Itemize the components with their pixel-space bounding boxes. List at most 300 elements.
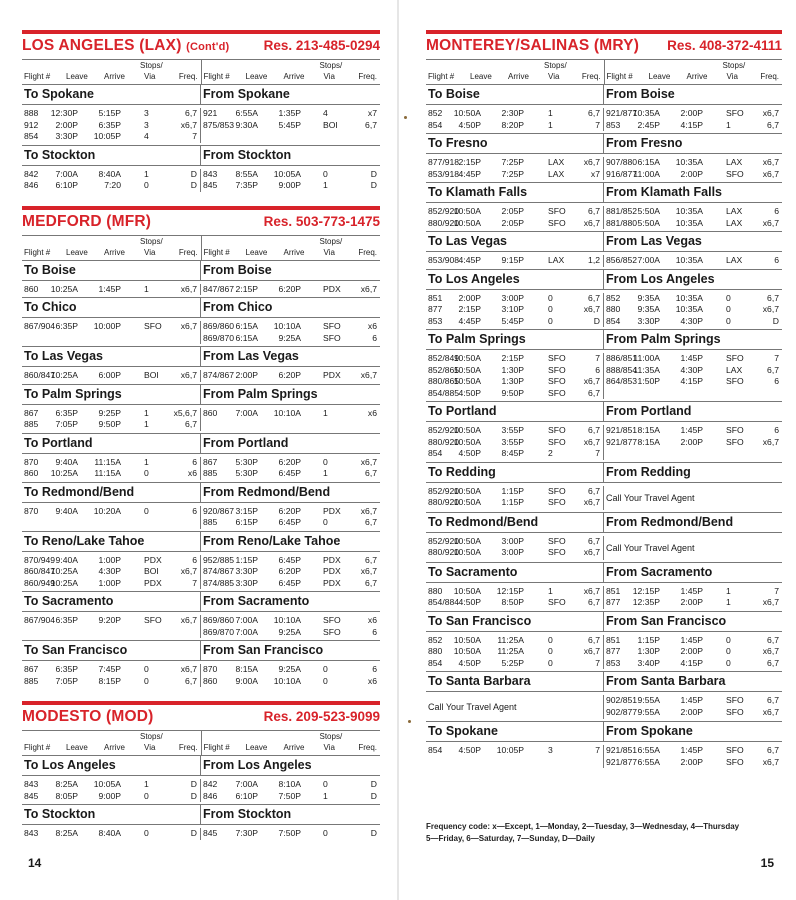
flight-number: 842 [203, 779, 218, 789]
arrive-time: 10:10A [273, 615, 301, 625]
flight-row [426, 365, 603, 377]
route-group [22, 804, 380, 842]
stops-via: SFO [548, 217, 566, 228]
arrive-time: 4:15P [680, 119, 703, 130]
stops-header: Stops/ [319, 732, 343, 741]
frequency: D [190, 828, 197, 838]
stops-via: 1 [323, 407, 328, 418]
flight-number: 853 [606, 119, 621, 130]
leave-header: Leave [66, 743, 88, 752]
flight-number: 854/885 [428, 387, 460, 398]
stops-via: SFO [548, 497, 566, 507]
leave-time: 10:50A [453, 646, 481, 656]
from-flights [604, 586, 782, 609]
stops-via: 1 [323, 790, 328, 801]
from-origin: From Los Angeles [203, 758, 312, 772]
flight-number: 885 [203, 517, 218, 527]
frequency: D [370, 828, 377, 838]
arrive-header: Arrive [283, 743, 305, 752]
stops-via: SFO [726, 745, 744, 755]
route-group [426, 562, 782, 611]
section-header [22, 37, 380, 59]
stops-via: 0 [726, 657, 731, 668]
to-destination: To Spokane [426, 722, 604, 741]
to-destination: To San Francisco [426, 612, 604, 631]
flight-row [604, 425, 782, 437]
arrive-time: 10:05A [273, 168, 301, 179]
from-origin: From Boise [203, 262, 272, 277]
route-group [426, 721, 782, 770]
frequency: 6,7 [588, 108, 600, 118]
flight-row [22, 828, 200, 840]
frequency: x6,7 [762, 108, 779, 118]
arrive-time: 1:35P [278, 108, 301, 118]
frequency: x6,7 [762, 168, 779, 179]
flight-number: 888/854 [606, 364, 638, 375]
leave-time: 3:30P [235, 566, 258, 576]
stops-via: SFO [726, 168, 744, 179]
flight-row [201, 517, 380, 529]
leave-time: 8:15A [637, 436, 660, 447]
to-flights [22, 555, 201, 590]
frequency: x6,7 [583, 157, 600, 167]
arrive-time: 3:10P [501, 304, 524, 314]
from-flights [604, 157, 782, 180]
arrive-time: 3:00P [501, 547, 524, 557]
flight-number: 860 [203, 675, 218, 686]
to-flights [426, 293, 604, 328]
flight-number: 843 [24, 779, 39, 789]
leave-time: 10:50A [453, 364, 481, 375]
column-header-cell [202, 731, 381, 755]
arrive-time: 3:00P [501, 535, 524, 546]
flight-row [426, 745, 603, 757]
from-flights [604, 425, 782, 460]
flight-number: 875/853 [203, 119, 235, 130]
arrive-time: 8:40A [98, 828, 121, 838]
leave-time: 6:35P [55, 664, 78, 674]
via-header: Via [323, 247, 335, 257]
from-flights [201, 108, 380, 143]
to-flights [22, 828, 201, 840]
frequency: 7 [595, 657, 600, 668]
flight-row [604, 376, 782, 388]
arrive-time: 1:45P [680, 695, 703, 705]
frequency: 6,7 [365, 554, 377, 565]
flight-number: 867/904 [24, 615, 56, 625]
stops-via: 1 [144, 168, 149, 179]
frequency: 6,7 [365, 517, 377, 527]
stops-via: SFO [726, 695, 744, 705]
leave-time: 8:15A [637, 425, 660, 435]
arrive-time: 2:00P [680, 756, 703, 767]
leave-time: 9:40A [55, 505, 78, 516]
arrive-time: 11:15A [94, 456, 121, 467]
to-flights [22, 408, 201, 431]
frequency: x5,6,7 [173, 407, 197, 418]
flight-row [426, 597, 603, 609]
route-group [426, 182, 782, 231]
section-header [426, 37, 782, 59]
stops-via: SFO [548, 535, 566, 546]
flight-number: 921/877 [606, 108, 638, 118]
arrive-time: 6:45P [278, 468, 301, 478]
from-flights [604, 108, 782, 131]
from-origin: From San Francisco [203, 643, 324, 657]
stops-via: SFO [548, 597, 566, 607]
flight-row [201, 169, 380, 181]
arrive-time: 5:15P [98, 108, 121, 118]
from-origin: From Las Vegas [203, 349, 299, 363]
flight-row [22, 321, 200, 333]
flight-number: 854 [24, 131, 39, 141]
flight-number: 852 [428, 108, 443, 118]
frequency: D [370, 180, 377, 190]
frequency: x6,7 [180, 370, 197, 380]
leave-time: 8:55A [235, 168, 258, 179]
leave-time: 10:50A [453, 634, 481, 645]
flight-number: 842 [24, 168, 39, 179]
flight-number: 921 [203, 108, 218, 118]
stops-via: SFO [726, 436, 744, 447]
leave-time: 10:25A [50, 370, 78, 380]
leave-time: 6:15P [235, 517, 258, 527]
flight-header: Flight # [203, 247, 230, 257]
to-destination: To Redmond/Bend [426, 513, 604, 532]
flight-row [426, 316, 603, 328]
route-body [22, 105, 380, 145]
section-title [22, 37, 229, 55]
stops-via: 1 [144, 283, 149, 294]
flight-row [201, 615, 380, 627]
stops-via: 4 [144, 131, 149, 141]
leave-time: 5:30P [235, 456, 258, 467]
flight-row [426, 437, 603, 449]
to-flights [426, 635, 604, 670]
from-flights [604, 293, 782, 328]
leave-time: 10:25A [50, 283, 78, 294]
frequency: D [190, 790, 197, 801]
route-title-row [426, 463, 782, 483]
leave-time: 1:50P [637, 376, 660, 386]
leave-time: 6:35P [55, 321, 78, 331]
frequency: x6,7 [762, 646, 779, 656]
leave-time: 9:40A [55, 456, 78, 467]
route-group [426, 133, 782, 182]
stops-header: Stops/ [544, 61, 567, 70]
flight-row [201, 108, 380, 120]
stops-via: LAX [726, 255, 743, 265]
to-flights [22, 457, 201, 480]
leave-time: 2:00P [55, 119, 78, 130]
arrive-time: 7:45P [98, 664, 121, 674]
flight-header: Flight # [428, 72, 455, 81]
arrive-time: 3:55P [501, 425, 524, 435]
route-title-row [426, 270, 782, 290]
from-flights [201, 664, 380, 687]
arrive-time: 10:10A [273, 675, 301, 686]
from-flights [201, 779, 380, 802]
arrive-time: 2:00P [680, 646, 703, 656]
flight-number: 867 [203, 456, 218, 467]
stops-via: 0 [548, 634, 553, 645]
stops-via: 1 [323, 468, 328, 478]
to-destination: To Klamath Falls [426, 183, 604, 202]
flight-number: 860 [24, 468, 39, 478]
flight-row [426, 425, 603, 437]
route-title-row [22, 532, 380, 552]
arrive-header: Arrive [508, 72, 529, 81]
leave-time: 9:40A [55, 554, 78, 565]
column-header-row [22, 730, 380, 755]
from-origin: From Stockton [203, 807, 292, 821]
route-title-row [22, 434, 380, 454]
flight-number: 877 [606, 597, 621, 607]
from-flights [604, 695, 782, 719]
to-destination: To Los Angeles [22, 756, 201, 775]
route-body [426, 533, 782, 562]
arrive-time: 2:00P [680, 168, 703, 179]
reservations-phone: Res. 209-523-9099 [263, 709, 380, 724]
column-header-cell [22, 60, 201, 84]
leave-time: 1:15P [235, 554, 258, 565]
stops-via: SFO [726, 353, 744, 363]
frequency: 1,2 [588, 255, 600, 265]
route-body [426, 632, 782, 672]
frequency: 7 [192, 577, 197, 588]
leave-header: Leave [648, 72, 671, 81]
route-group [22, 433, 380, 482]
from-origin: From Chico [203, 300, 273, 314]
flight-number: 854 [428, 119, 443, 130]
route-body [426, 105, 782, 133]
flight-number: 885 [203, 468, 218, 478]
route-title-row [426, 330, 782, 350]
leave-time: 4:50P [458, 448, 481, 458]
stops-via: 1 [144, 779, 149, 789]
stops-via: 0 [144, 664, 149, 674]
arrive-time: 7:25P [501, 168, 524, 179]
leave-header: Leave [245, 72, 268, 81]
leave-time: 10:25A [50, 566, 78, 576]
route-title-row [22, 641, 380, 661]
flight-header: Flight # [203, 743, 230, 752]
frequency: 6,7 [767, 634, 779, 645]
flight-row [426, 157, 603, 169]
to-destination: To Stockton [22, 146, 201, 165]
arrive-time: 7:50P [278, 828, 301, 838]
leave-time: 8:15A [235, 664, 258, 674]
flight-row [22, 108, 200, 120]
flight-row [604, 353, 782, 365]
to-flights [426, 157, 604, 180]
flight-number: 852 [606, 292, 621, 303]
flight-number: 851 [606, 634, 621, 645]
frequency: 6 [774, 425, 779, 435]
call-travel-agent: Call Your Travel Agent [428, 702, 517, 712]
stops-via: 1 [726, 597, 731, 607]
arrive-time: 1:30P [501, 376, 524, 386]
flight-number: 845 [203, 828, 218, 838]
flight-header: Flight # [203, 72, 230, 81]
stops-via: 1 [548, 585, 553, 596]
leave-time: 10:50A [453, 376, 481, 386]
stops-via: SFO [144, 321, 162, 331]
flight-row [22, 615, 200, 627]
arrive-time: 10:35A [675, 255, 703, 265]
arrive-time: 1:15P [501, 497, 524, 507]
leave-time: 4:50P [458, 657, 481, 668]
arrive-time: 6:20P [278, 456, 301, 467]
stops-header: Stops/ [140, 732, 163, 741]
route-title-row [22, 146, 380, 166]
freq-header: Freq. [358, 72, 377, 81]
city-name: MODESTO (MOD) [22, 708, 154, 725]
to-destination: To Boise [426, 85, 604, 104]
leave-time: 6:55A [235, 108, 258, 118]
flight-header: Flight # [24, 72, 51, 81]
stops-via: 0 [323, 675, 328, 686]
flight-number: 902/851 [606, 695, 638, 705]
stops-via: 0 [144, 828, 149, 838]
frequency: x6,7 [583, 436, 600, 447]
arrive-time: 5:45P [501, 315, 524, 326]
flight-row [426, 120, 603, 132]
section-title [426, 37, 639, 55]
stops-via: 1 [144, 456, 149, 467]
leave-time: 7:35P [235, 180, 258, 190]
stops-via: PDX [323, 370, 341, 380]
to-destination: To Portland [426, 402, 604, 421]
flight-number: 952/885 [203, 554, 235, 565]
frequency: D [190, 779, 197, 789]
frequency: 6,7 [767, 292, 779, 303]
column-header-row [22, 235, 380, 260]
flight-row [426, 635, 603, 647]
to-destination: To Fresno [426, 134, 604, 153]
flight-number: 880/920 [428, 547, 460, 557]
stops-via: SFO [548, 485, 566, 496]
flight-number: 877 [606, 646, 621, 656]
route-title-row [426, 722, 782, 742]
column-header-cell [202, 60, 381, 84]
arrive-time: 2:00P [680, 436, 703, 447]
leave-time: 6:10P [235, 790, 258, 801]
frequency: 6,7 [365, 119, 377, 130]
to-flights [22, 664, 201, 687]
stops-via: 0 [323, 779, 328, 789]
flight-row [604, 586, 782, 598]
arrive-time: 2:00P [680, 108, 703, 118]
frequency: x6,7 [762, 217, 779, 228]
flight-number: 880/920 [428, 436, 460, 447]
call-travel-agent: Call Your Travel Agent [606, 542, 695, 553]
flight-row [604, 646, 782, 658]
leave-time: 2:00P [235, 370, 258, 380]
leave-time: 1:15P [637, 634, 660, 645]
flight-row [604, 658, 782, 670]
from-origin: From Redmond/Bend [203, 484, 331, 499]
from-flights [201, 615, 380, 638]
to-destination: To Las Vegas [22, 347, 201, 366]
flight-number: 853/908 [428, 255, 460, 265]
route-body [22, 825, 380, 842]
leave-time: 10:25A [50, 468, 78, 478]
frequency: 6,7 [767, 119, 779, 130]
arrive-time: 10:35A [675, 157, 703, 167]
flight-number: 853/918 [428, 168, 460, 179]
flight-row [426, 206, 603, 218]
flight-header: Flight # [24, 247, 51, 257]
stops-via: SFO [726, 425, 744, 435]
leave-time: 7:00A [55, 168, 78, 179]
arrive-time: 8:20P [501, 119, 524, 130]
stops-via: 0 [144, 675, 149, 686]
via-header: Via [726, 72, 738, 81]
leave-time: 10:50A [453, 436, 481, 447]
flight-number: 874/867 [203, 566, 235, 576]
frequency: x6,7 [360, 370, 377, 380]
frequency: x6 [367, 615, 377, 625]
frequency: x6,7 [762, 706, 779, 717]
flight-number: 852/849 [428, 353, 460, 363]
frequency: D [190, 180, 197, 190]
flight-number: 880 [606, 304, 621, 314]
leave-time: 7:05P [55, 675, 78, 686]
frequency: D [190, 168, 197, 179]
route-group [22, 297, 380, 346]
to-destination: To Redmond/Bend [22, 483, 201, 502]
stops-via: SFO [548, 436, 566, 447]
from-origin: From San Francisco [606, 613, 727, 628]
arrive-time: 11:15A [94, 468, 121, 478]
leave-time: 7:00A [235, 626, 258, 637]
route-group [22, 346, 380, 384]
leave-time: 6:55A [637, 756, 660, 767]
flight-number: 921/851 [606, 425, 638, 435]
to-destination: To Boise [22, 261, 201, 280]
flight-row [604, 255, 782, 267]
frequency: x6,7 [762, 597, 779, 607]
flight-row [201, 555, 380, 567]
route-group [426, 269, 782, 330]
to-flights [426, 353, 604, 399]
flight-number: 881/880 [606, 217, 638, 228]
frequency: 6,7 [365, 577, 377, 588]
leave-time: 10:50A [453, 217, 481, 228]
arrive-time: 10:05P [496, 745, 524, 755]
from-origin: From Redmond/Bend [606, 514, 734, 529]
from-flights [604, 536, 782, 560]
leave-time: 4:50P [458, 387, 481, 398]
route-body [426, 203, 782, 231]
freq-header: Freq. [358, 743, 377, 752]
leave-time: 2:45P [637, 119, 660, 130]
from-origin: From Palm Springs [203, 386, 318, 401]
stops-via: SFO [548, 206, 566, 216]
leave-time: 9:35A [637, 304, 660, 314]
stops-via: 1 [323, 180, 328, 190]
from-origin: From Portland [203, 435, 289, 450]
frequency: x6,7 [583, 376, 600, 386]
freq-header: Freq. [760, 72, 779, 81]
arrive-time: 6:45P [278, 554, 301, 565]
frequency: x6,7 [762, 157, 779, 167]
arrive-time: 7:25P [501, 157, 524, 167]
frequency: 6 [192, 456, 197, 467]
section-header [22, 213, 380, 235]
flight-row [22, 408, 200, 420]
